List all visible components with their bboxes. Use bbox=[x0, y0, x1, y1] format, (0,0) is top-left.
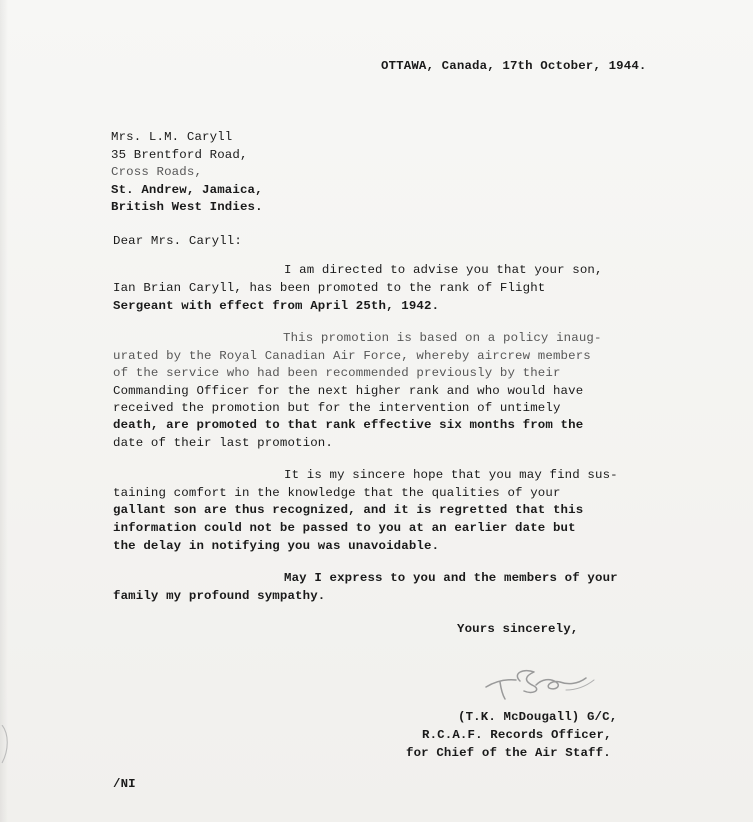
paragraph-2-line-1: This promotion is based on a policy inaug- bbox=[283, 331, 602, 345]
dateline: OTTAWA, Canada, 17th October, 1944. bbox=[381, 59, 647, 73]
signatory-name: (T.K. McDougall) G/C, bbox=[458, 710, 618, 724]
recipient-locality: Cross Roads, bbox=[111, 165, 203, 179]
paragraph-3-line-3: gallant son are thus recognized, and it is regretted that this bbox=[113, 503, 584, 517]
recipient-parish: St. Andrew, Jamaica, bbox=[111, 183, 263, 197]
recipient-name: Mrs. L.M. Caryll bbox=[111, 130, 233, 144]
paragraph-1-line-3: Sergeant with effect from April 25th, 1942. bbox=[113, 299, 440, 313]
paragraph-1-line-1: I am directed to advise you that your son, bbox=[284, 263, 603, 277]
paragraph-4-line-2: family my profound sympathy. bbox=[113, 589, 326, 603]
signatory-title: R.C.A.F. Records Officer, bbox=[422, 728, 612, 742]
paragraph-4-line-1: May I express to you and the members of your bbox=[284, 571, 618, 585]
paragraph-3-line-2: taining comfort in the knowledge that the qualities of your bbox=[113, 486, 561, 500]
page-edge-shadow bbox=[0, 0, 8, 822]
recipient-street: 35 Brentford Road, bbox=[111, 148, 248, 162]
paragraph-3-line-5: the delay in notifying you was unavoidable. bbox=[113, 539, 440, 553]
handwritten-signature bbox=[478, 660, 608, 702]
paragraph-2-line-5: received the promotion but for the intervention of untimely bbox=[113, 401, 561, 415]
paragraph-2-line-4: Commanding Officer for the next higher rank and who would have bbox=[113, 384, 584, 398]
recipient-country: British West Indies. bbox=[111, 200, 263, 214]
paragraph-3-line-4: information could not be passed to you at an earlier date but bbox=[113, 521, 576, 535]
paragraph-2-line-7: date of their last promotion. bbox=[113, 436, 333, 450]
salutation: Dear Mrs. Caryll: bbox=[113, 234, 242, 248]
paragraph-3-line-1: It is my sincere hope that you may find sus- bbox=[284, 468, 618, 482]
paragraph-2-line-2: urated by the Royal Canadian Air Force, whereby aircrew members bbox=[113, 349, 591, 363]
paragraph-2-line-6: death, are promoted to that rank effective six months from the bbox=[113, 418, 584, 432]
paragraph-1-line-2: Ian Brian Caryll, has been promoted to the rank of Flight bbox=[113, 281, 546, 295]
reference-initials: /NI bbox=[113, 777, 136, 791]
margin-mark-icon bbox=[0, 725, 16, 765]
complimentary-close: Yours sincerely, bbox=[457, 622, 579, 636]
paragraph-2-line-3: of the service who had been recommended previously by their bbox=[113, 366, 561, 380]
signatory-office: for Chief of the Air Staff. bbox=[406, 746, 611, 760]
